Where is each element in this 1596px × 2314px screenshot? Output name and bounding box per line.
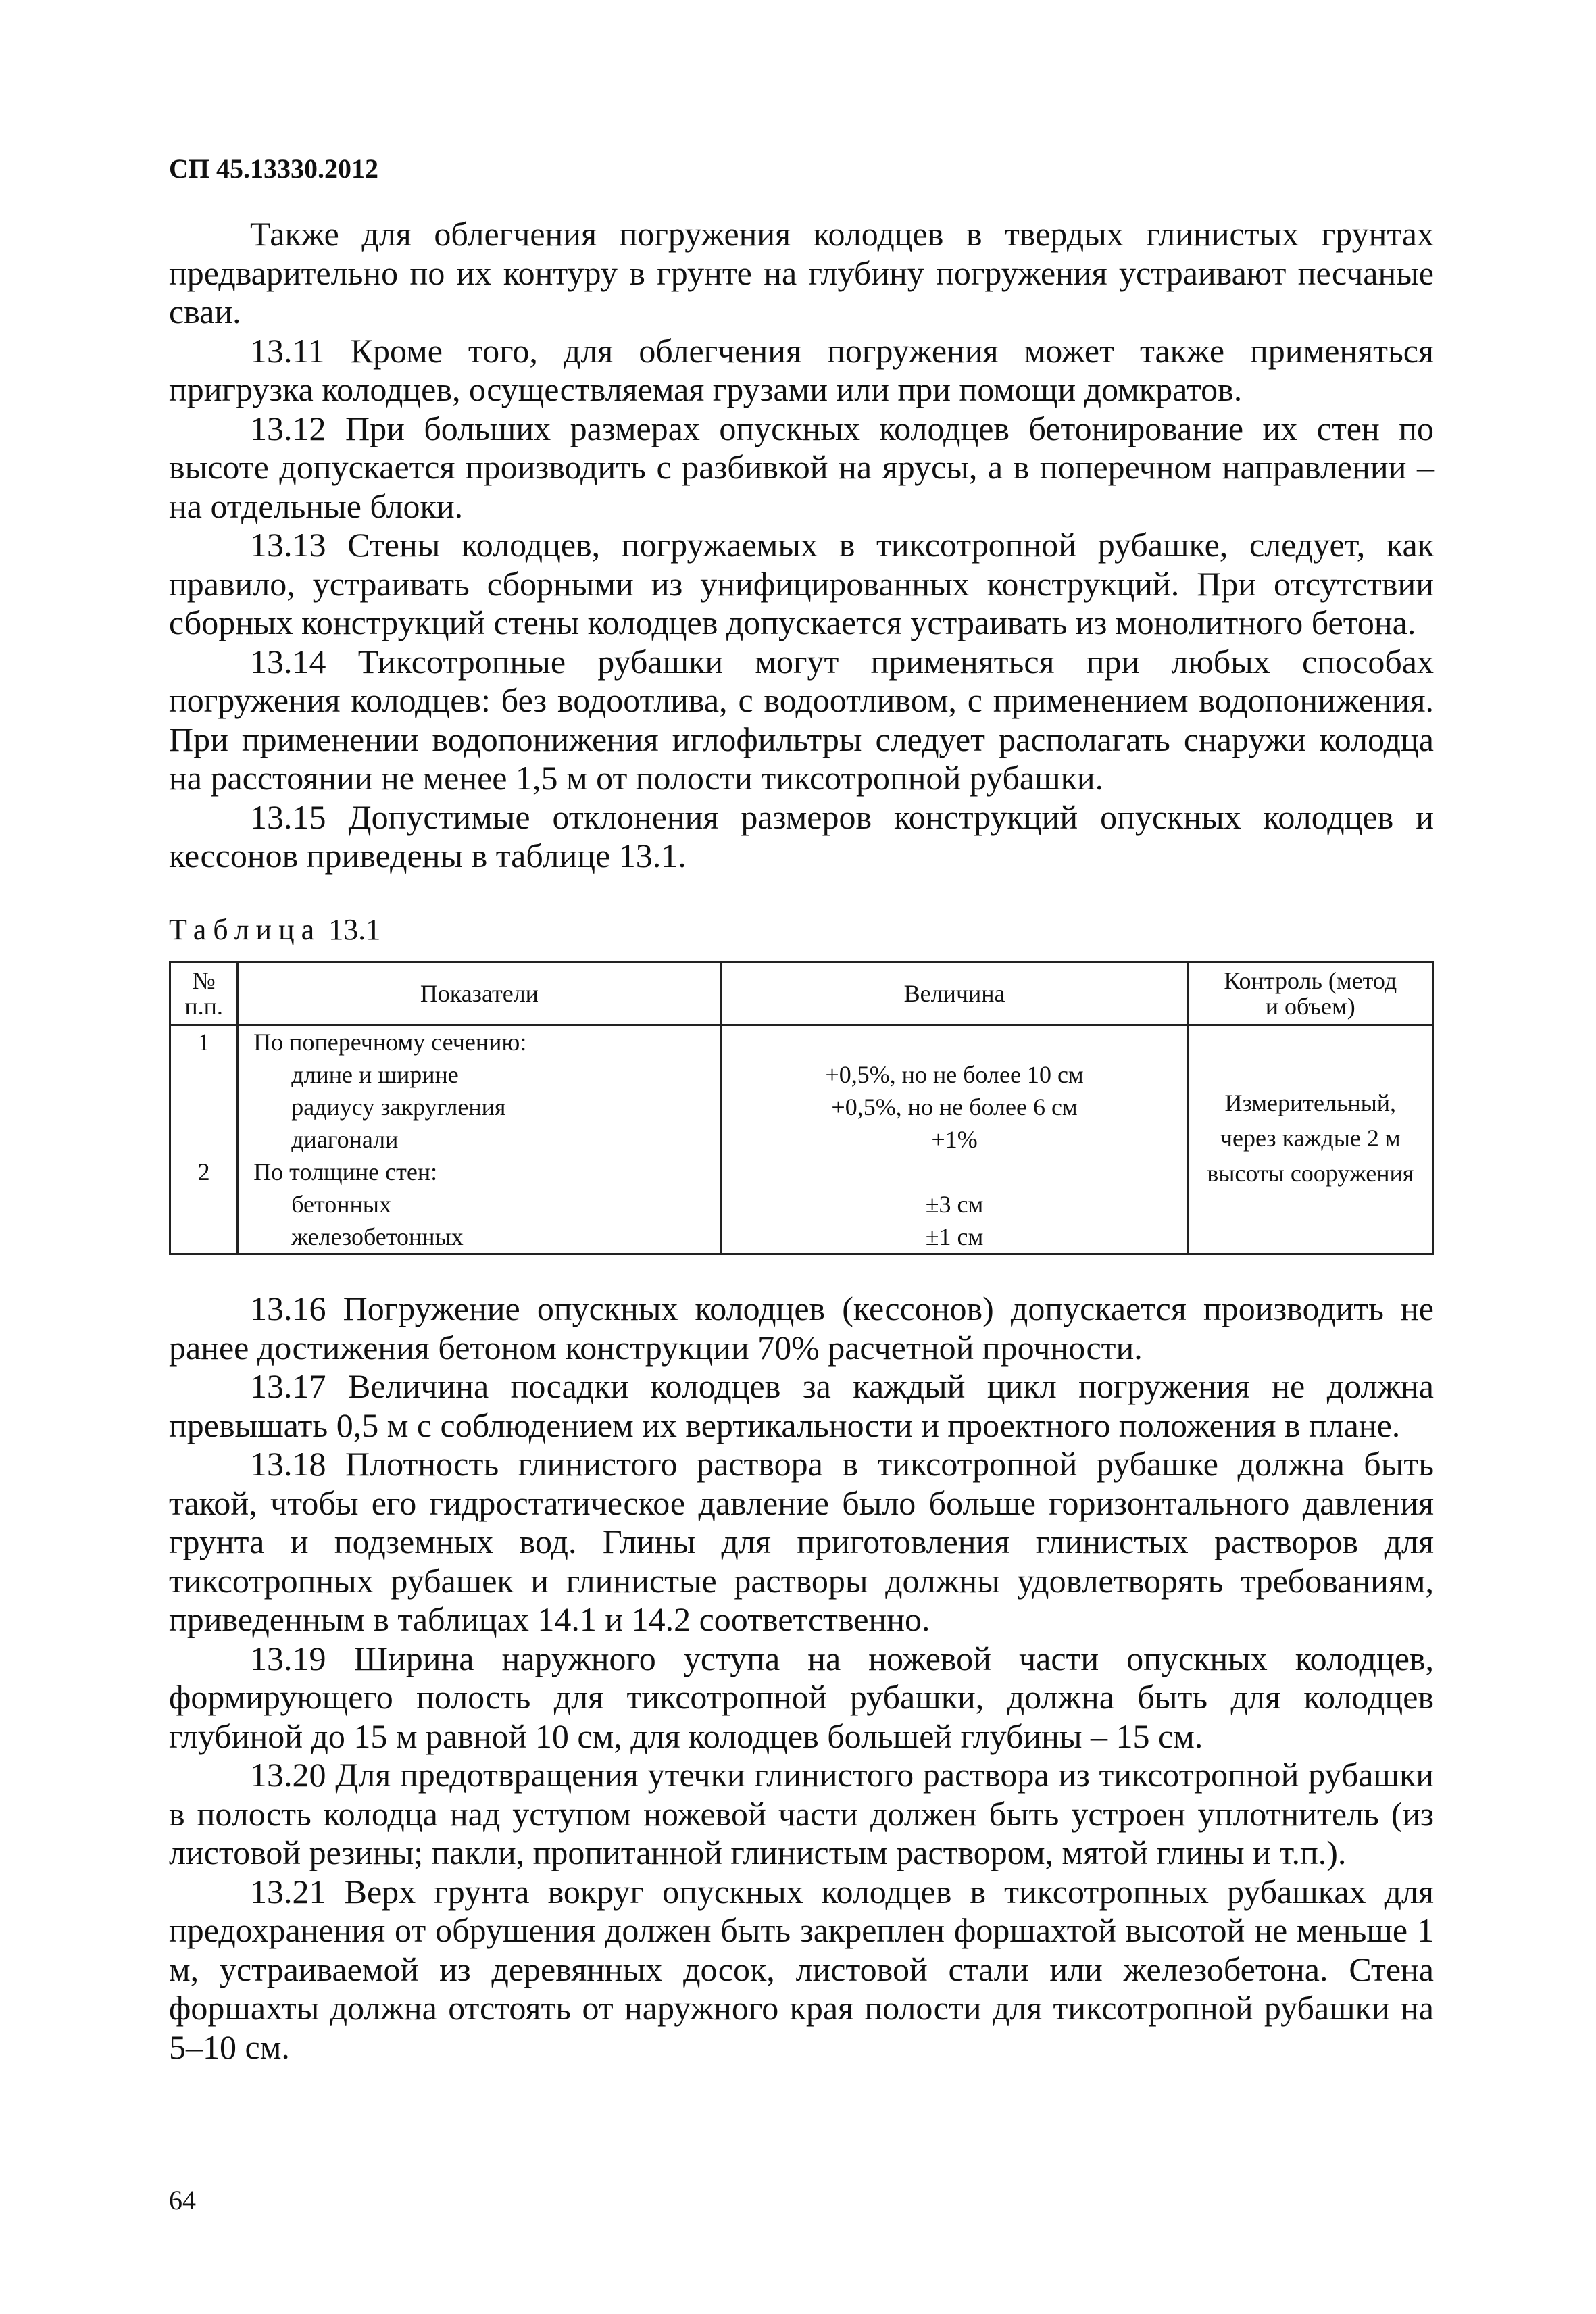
indicator-item: бетонных: [291, 1191, 391, 1218]
table-header-row: [170, 962, 1433, 1025]
paragraph-13-19: 13.19 Ширина наружного уступа на ножевой части опускных колодцев, формирующего полость для тиксотропной рубашки, должна быть для колодцев глубиной до 15 м равной 10 см, для колодцев большей глубины – 15 см.: [169, 1639, 1434, 1755]
value-line: +1%: [931, 1126, 978, 1153]
control-line: через каждые 2 м: [1220, 1125, 1401, 1152]
control-line: Измерительный,: [1224, 1089, 1397, 1116]
indicator-group: По толщине стен:: [253, 1158, 438, 1185]
table-title-word: Таблица: [169, 913, 322, 946]
row-number: [171, 1188, 236, 1221]
document-code: СП 45.13330.2012: [169, 153, 378, 184]
indicator-item: радиусу закругления: [291, 1093, 506, 1121]
control-cell: [1188, 1025, 1432, 1254]
table-title-number: 13.1: [328, 913, 381, 946]
paragraph: Также для облегчения погружения колодцев в твердых глинистых грунтах предварительно по их контуру в грунте на глубину погружения устраивают песчаные сваи.: [169, 215, 1434, 330]
header-value: Величина: [721, 962, 1188, 1025]
row-number: 2: [197, 1158, 210, 1185]
row-number: [171, 1058, 236, 1091]
indicator-group: По поперечному сечению:: [253, 1029, 527, 1056]
number-cell: [170, 1025, 238, 1254]
value-line: ±1 см: [925, 1223, 984, 1250]
value-line: [722, 1026, 1187, 1058]
paragraph-13-21: 13.21 Верх грунта вокруг опускных колодцев в тиксотропных рубашках для предохранения от обрушения должен быть закреплен форшахтой высотой не меньше 1 м, устраиваемой из деревянных досок, листовой стали или железобетона. Стена форшахты должна отстоять от наружного края полости для тиксотропной рубашки на 5–10 см.: [169, 1872, 1434, 2066]
row-number: [171, 1221, 236, 1253]
header-control: [1188, 962, 1432, 1025]
indicator-cell: [238, 1025, 721, 1254]
indicator-item: длине и ширине: [291, 1061, 459, 1088]
value-line: [722, 1156, 1187, 1188]
value-line: +0,5%, но не более 6 см: [831, 1093, 1078, 1121]
page-number: 64: [169, 2185, 196, 2215]
body-text-bottom: [169, 1289, 1434, 2067]
header-number-line1: №: [192, 967, 216, 994]
indicator-item: диагонали: [291, 1126, 399, 1153]
value-line: +0,5%, но не более 10 см: [825, 1061, 1084, 1088]
paragraph-13-20: 13.20 Для предотвращения утечки глинистого раствора из тиксотропной рубашки в полость колодца над уступом ножевой части должен быть устроен уплотнитель (из листовой резины; пакли, пропитанной глинистым раствором, мятой глины и т.п.).: [169, 1756, 1434, 1871]
row-number: 1: [197, 1029, 210, 1056]
paragraph-13-18: 13.18 Плотность глинистого раствора в тиксотропной рубашке должна быть такой, чтобы его гидростатическое давление было больше горизонтального давления грунта и подземных вод. Глины для приготовления глинистых растворов для тиксотропных рубашек и глинистые растворы должны удовлетворять требованиям, приведенным в таблицах 14.1 и 14.2 соответственно.: [169, 1445, 1434, 1638]
table-title: [169, 912, 380, 947]
table-row: [170, 1025, 1433, 1254]
indicator-item: железобетонных: [291, 1223, 464, 1250]
header-number-line2: п.п.: [184, 993, 223, 1020]
paragraph-13-16: 13.16 Погружение опускных колодцев (кессонов) допускается производить не ранее достижения бетоном конструкции 70% расчетной прочности.: [169, 1289, 1434, 1367]
control-line: высоты сооружения: [1207, 1160, 1414, 1187]
body-text-top: [169, 215, 1434, 876]
paragraph-13-14: 13.14 Тиксотропные рубашки могут применяться при любых способах погружения колодцев: без водоотлива, с водоотливом, с применением водопонижения. При применении водопонижения иглофильтры следует располагать снаружи колодца на расстоянии не менее 1,5 м от полости тиксотропной рубашки.: [169, 642, 1434, 797]
paragraph-13-11: 13.11 Кроме того, для облегчения погружения может также применяться пригрузка колодцев, осуществляемая грузами или при помощи домкратов.: [169, 331, 1434, 408]
tolerances-table: [169, 961, 1434, 1255]
header-control-line2: и объем): [1265, 993, 1355, 1020]
header-indicator: Показатели: [238, 962, 721, 1025]
paragraph-13-12: 13.12 При больших размерах опускных колодцев бетонирование их стен по высоте допускается производить с разбивкой на ярусы, а в поперечном направлении – на отдельные блоки.: [169, 409, 1434, 525]
header-control-line1: Контроль (метод: [1224, 967, 1397, 994]
value-cell: [721, 1025, 1188, 1254]
header-number: [170, 962, 238, 1025]
row-number: [171, 1123, 236, 1156]
row-number: [171, 1091, 236, 1123]
value-line: ±3 см: [925, 1191, 984, 1218]
paragraph-13-15: 13.15 Допустимые отклонения размеров конструкций опускных колодцев и кессонов приведены в таблице 13.1.: [169, 797, 1434, 875]
paragraph-13-17: 13.17 Величина посадки колодцев за каждый цикл погружения не должна превышать 0,5 м с соблюдением их вертикальности и проектного положения в плане.: [169, 1367, 1434, 1444]
paragraph-13-13: 13.13 Стены колодцев, погружаемых в тиксотропной рубашке, следует, как правило, устраивать сборными из унифицированных конструкций. При отсутствии сборных конструкций стены колодцев допускается устраивать из монолитного бетона.: [169, 526, 1434, 641]
